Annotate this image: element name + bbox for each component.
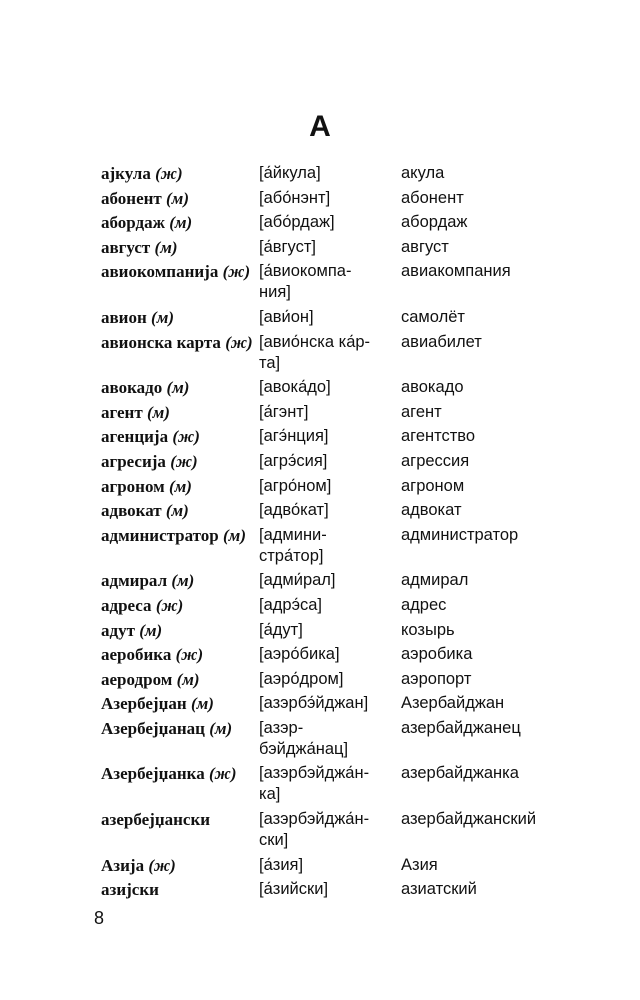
pronunciation-line: [азэрбэйджа́н-	[259, 810, 370, 829]
pronunciation-line: [а́гэнт]	[259, 402, 309, 421]
pronunciation-line: та]	[259, 353, 281, 372]
entry-headword: август	[101, 237, 151, 257]
page-number: 8	[94, 908, 105, 928]
entry-pronunciation	[259, 620, 401, 641]
entry-translation: азербайджанка	[401, 764, 519, 783]
pronunciation-line: [админи-	[259, 525, 327, 544]
entry-pronunciation	[259, 426, 401, 447]
entry-gender: (ж)	[155, 595, 184, 615]
entry-pronunciation	[259, 525, 401, 567]
entry-pronunciation	[259, 718, 401, 760]
entry-headword-cell	[101, 332, 259, 353]
entry-headword: абонент	[101, 188, 162, 208]
pronunciation-line: ски]	[259, 831, 289, 850]
dictionary-entry	[101, 809, 571, 851]
dictionary-entry	[101, 620, 571, 641]
entry-gender: (м)	[154, 237, 178, 257]
entry-translation: азербайджанец	[401, 718, 521, 737]
dictionary-entry	[101, 476, 571, 497]
pronunciation-line: [азэр-	[259, 718, 304, 737]
entry-headword-cell	[101, 426, 259, 447]
entry-pronunciation	[259, 237, 401, 258]
entry-pronunciation	[259, 451, 401, 472]
dictionary-entry	[101, 570, 571, 591]
entry-gender: (ж)	[222, 262, 251, 282]
entry-headword: аеродром	[101, 669, 173, 689]
entry-gender: (м)	[146, 402, 170, 422]
entry-pronunciation	[259, 879, 401, 900]
pronunciation-line: [або́нэнт]	[259, 188, 331, 207]
entry-translation: аэропорт	[401, 669, 472, 688]
entry-headword-cell	[101, 693, 259, 714]
pronunciation-line: [авока́до]	[259, 378, 331, 397]
entry-translation: адмирал	[401, 571, 469, 590]
entry-headword: Азербејџанка	[101, 764, 205, 784]
entry-gender: (м)	[139, 620, 163, 640]
dictionary-entry	[101, 763, 571, 805]
pronunciation-line: [агрэ́сия]	[259, 451, 328, 470]
dictionary-entry	[101, 402, 571, 423]
entry-translation: администратор	[401, 525, 519, 544]
pronunciation-line: [азэрбэйджа́н-	[259, 764, 370, 783]
dictionary-entry	[101, 693, 571, 714]
entry-gender: (ж)	[208, 764, 237, 784]
dictionary-entry	[101, 595, 571, 616]
entry-pronunciation	[259, 163, 401, 184]
entry-translation: аэробика	[401, 645, 473, 664]
entry-headword-cell	[101, 451, 259, 472]
entry-translation: агент	[401, 402, 442, 421]
dictionary-entry	[101, 426, 571, 447]
entry-translation: азербайджанский	[401, 810, 537, 829]
entry-translation: авиабилет	[401, 332, 482, 351]
entry-gender: (ж)	[175, 645, 204, 665]
pronunciation-line: бэйджа́нац]	[259, 739, 349, 758]
entry-headword-cell	[101, 163, 259, 184]
dictionary-entry	[101, 879, 571, 900]
entry-headword: ајкула	[101, 164, 151, 183]
entry-headword-cell	[101, 500, 259, 521]
entry-translation: агентство	[401, 427, 476, 446]
dictionary-entry	[101, 855, 571, 876]
dictionary-entry-list	[101, 163, 571, 904]
entry-headword-cell	[101, 525, 259, 546]
entry-gender: (ж)	[155, 164, 183, 183]
dictionary-entry	[101, 451, 571, 472]
entry-pronunciation	[259, 570, 401, 591]
entry-gender: (ж)	[170, 451, 198, 471]
entry-gender: (м)	[151, 307, 174, 327]
pronunciation-line: [а́зийски]	[259, 880, 329, 899]
entry-headword-cell	[101, 377, 259, 398]
entry-headword: администратор	[101, 525, 219, 545]
entry-gender: (м)	[190, 694, 214, 714]
entry-headword: агресија	[101, 451, 166, 471]
entry-headword: авионска карта	[101, 332, 221, 352]
entry-gender: (м)	[209, 718, 233, 738]
entry-headword: Азербејџанац	[101, 718, 205, 738]
entry-gender: (м)	[166, 188, 189, 208]
entry-headword-cell	[101, 620, 259, 641]
entry-gender: (ж)	[225, 332, 253, 352]
entry-translation: акула	[401, 164, 445, 182]
dictionary-entry	[101, 332, 571, 374]
entry-headword-cell	[101, 763, 259, 784]
dictionary-entry	[101, 718, 571, 760]
entry-headword-cell	[101, 669, 259, 690]
entry-pronunciation	[259, 644, 401, 665]
entry-pronunciation	[259, 332, 401, 374]
entry-translation: абордаж	[401, 213, 468, 232]
dictionary-entry	[101, 307, 571, 328]
entry-headword: авокадо	[101, 378, 163, 398]
entry-pronunciation	[259, 476, 401, 497]
pronunciation-line: [а́йкула]	[259, 164, 321, 182]
pronunciation-line: [аэро́дром]	[259, 669, 344, 688]
dictionary-entry	[101, 237, 571, 258]
pronunciation-line: [адрэ́са]	[259, 595, 322, 614]
entry-translation: Азия	[401, 855, 438, 874]
entry-pronunciation	[259, 307, 401, 328]
entry-headword-cell	[101, 644, 259, 665]
entry-headword: адут	[101, 620, 135, 640]
entry-headword: авион	[101, 307, 147, 327]
dictionary-entry	[101, 644, 571, 665]
entry-gender: (ж)	[172, 427, 200, 447]
entry-headword-cell	[101, 476, 259, 497]
entry-translation: самолёт	[401, 307, 465, 326]
entry-translation: азиатский	[401, 880, 477, 899]
dictionary-entry	[101, 669, 571, 690]
entry-translation: агрессия	[401, 451, 470, 470]
entry-gender: (м)	[166, 378, 190, 398]
entry-pronunciation	[259, 855, 401, 876]
pronunciation-line: [а́вгуст]	[259, 237, 317, 256]
dictionary-entry	[101, 212, 571, 233]
entry-pronunciation	[259, 693, 401, 714]
entry-headword-cell	[101, 307, 259, 328]
entry-headword-cell	[101, 237, 259, 258]
entry-pronunciation	[259, 261, 401, 303]
entry-headword: Азербејџан	[101, 694, 187, 714]
entry-pronunciation	[259, 212, 401, 233]
entry-translation: авиакомпания	[401, 262, 511, 281]
entry-headword-cell	[101, 212, 259, 233]
entry-pronunciation	[259, 763, 401, 805]
entry-translation: агроном	[401, 476, 465, 495]
entry-headword: адвокат	[101, 501, 162, 521]
pronunciation-line: [а́дут]	[259, 620, 303, 639]
dictionary-entry	[101, 500, 571, 521]
entry-pronunciation	[259, 377, 401, 398]
pronunciation-line: ка]	[259, 785, 281, 804]
pronunciation-line: стра́тор]	[259, 546, 324, 565]
pronunciation-line: [а́виокомпа-	[259, 262, 352, 281]
entry-headword: азијски	[101, 880, 159, 900]
dictionary-entry	[101, 377, 571, 398]
pronunciation-line: [адми́рал]	[259, 571, 336, 590]
entry-translation: адвокат	[401, 501, 462, 520]
page-section-letter: А	[309, 110, 331, 143]
entry-pronunciation	[259, 402, 401, 423]
entry-gender: (м)	[165, 501, 189, 521]
entry-headword: аеробика	[101, 645, 172, 665]
entry-gender: (м)	[223, 525, 246, 545]
entry-pronunciation	[259, 595, 401, 616]
entry-gender: (ж)	[148, 855, 176, 875]
entry-headword-cell	[101, 570, 259, 591]
entry-pronunciation	[259, 500, 401, 521]
pronunciation-line: [азэрбэ́йджан]	[259, 694, 369, 713]
pronunciation-line: [адво́кат]	[259, 501, 329, 520]
entry-gender: (м)	[176, 669, 200, 689]
dictionary-entry	[101, 261, 571, 303]
pronunciation-line: [авио́нска ка́р-	[259, 332, 371, 351]
entry-headword: Азија	[101, 855, 145, 875]
dictionary-entry	[101, 188, 571, 209]
entry-translation: адрес	[401, 595, 447, 614]
entry-gender: (м)	[169, 213, 193, 233]
pronunciation-line: [ави́он]	[259, 307, 314, 326]
entry-translation: август	[401, 237, 449, 256]
entry-translation: козырь	[401, 620, 455, 639]
pronunciation-line: [аэро́бика]	[259, 645, 340, 664]
entry-headword: агроном	[101, 476, 165, 496]
entry-pronunciation	[259, 809, 401, 851]
entry-headword: азербејџански	[101, 810, 211, 830]
entry-headword: агенција	[101, 427, 169, 447]
entry-headword-cell	[101, 261, 259, 282]
entry-headword: абордаж	[101, 213, 165, 233]
entry-headword-cell	[101, 809, 259, 830]
entry-pronunciation	[259, 188, 401, 209]
pronunciation-line: [агэ́нция]	[259, 427, 329, 446]
entry-translation: авокадо	[401, 378, 464, 397]
entry-headword-cell	[101, 718, 259, 739]
entry-headword-cell	[101, 855, 259, 876]
dictionary-entry	[101, 163, 571, 184]
entry-headword-cell	[101, 402, 259, 423]
pronunciation-line: [або́рдаж]	[259, 213, 335, 232]
entry-headword: агент	[101, 402, 143, 422]
entry-pronunciation	[259, 669, 401, 690]
entry-translation: Азербайджан	[401, 694, 505, 713]
entry-gender: (м)	[171, 571, 195, 591]
entry-headword: адмирал	[101, 571, 168, 591]
pronunciation-line: [а́зия]	[259, 855, 304, 874]
entry-headword-cell	[101, 188, 259, 209]
pronunciation-line: [агро́ном]	[259, 476, 332, 495]
dictionary-entry	[101, 525, 571, 567]
entry-headword-cell	[101, 879, 259, 900]
entry-translation: абонент	[401, 188, 464, 207]
entry-gender: (м)	[168, 476, 192, 496]
entry-headword: адреса	[101, 595, 152, 615]
entry-headword-cell	[101, 595, 259, 616]
entry-headword: авиокомпанија	[101, 262, 219, 282]
pronunciation-line: ния]	[259, 283, 291, 302]
